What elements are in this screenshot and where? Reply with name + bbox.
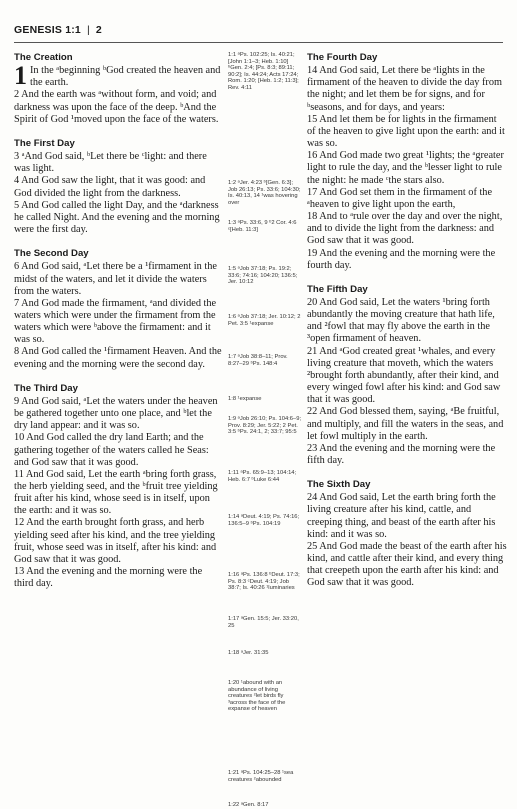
- verse-text: 7 And God made the firmament, ᵃand divided the waters which were under the firmament from the waters which were ᵇabove the firmament: and it was so.: [14, 297, 217, 346]
- verse: [307, 346, 507, 407]
- section-heading: The First Day: [14, 137, 75, 149]
- verse-text: 12 And the earth brought forth grass, and herb yielding seed after his kind, and the tree yielding fruit, whose seed was in itself, after his kind: and God saw that it was good.: [14, 517, 217, 565]
- cross-reference-note: 1:11 ᵃPs. 65:9–13; 104:14; Heb. 6:7 ᵇLuke 6:44: [228, 470, 297, 483]
- verse-text: 20 And God said, Let the waters ¹bring forth abundantly the moving creature that hath life, and ²fowl that may fly above the earth in the ³open firmament of heaven.: [307, 296, 495, 345]
- section-gap: [307, 272, 507, 284]
- verse-text: 23 And the evening and the morning were the fifth day.: [307, 442, 496, 466]
- verse-text: 22 And God blessed them, saying, ᵃBe fruitful, and multiply, and fill the waters in the seas, and let fowl multiply in the earth.: [307, 406, 504, 442]
- verse-text: 11 And God said, Let the earth ᵃbring forth grass, the herb yielding seed, and the ᵇfruit tree yielding fruit after his kind, whose seed is in itself, upon the earth: and it was so.: [14, 468, 218, 517]
- section-gap: [14, 126, 222, 138]
- verse-text: 21 And ᵃGod created great ¹whales, and every living creature that moveth, which the waters ²brought forth abundantly, after their kind, and every winged fowl after his kind: and God saw that it was good.: [307, 345, 501, 406]
- verse: [14, 61, 222, 91]
- verse-text: 15 And let them be for lights in the firmament of the heaven to give light upon the earth: and it was so.: [307, 113, 505, 150]
- verse-text: 8 And God called the ¹firmament Heaven. And the evening and the morning were the second day.: [14, 346, 222, 370]
- section-heading: The Third Day: [14, 382, 78, 394]
- cross-reference-note: 1:18 ᵃJer. 31:35: [228, 650, 269, 656]
- verse: [307, 492, 507, 541]
- verse-text: 18 And to ᵃrule over the day and over the night, and to divide the light from the darkness: and God saw that it was good.: [307, 211, 503, 247]
- cross-reference-note: 1:14 ᵃDeut. 4:19; Ps. 74:16; 136:5–9 ᵇPs. 104:19: [228, 514, 300, 527]
- drop-cap-verse-number: 1: [14, 61, 27, 91]
- cross-reference-note: 1:8 ¹expanse: [228, 396, 262, 402]
- section-heading: The Second Day: [14, 248, 89, 260]
- verse-text: 5 And God called the light Day, and the ᵃdarkness he called Night. And the evening and the morning were the first day.: [14, 199, 220, 236]
- cross-reference-note: 1:22 ᵃGen. 8:17: [228, 802, 269, 808]
- verse-text: 3 ᵃAnd God said, ᵇLet there be ᶜlight: and there was light.: [14, 151, 207, 175]
- section-gap: [14, 236, 222, 248]
- verse-text: 2 And the earth was ᵃwithout form, and void; and darkness was upon the face of the deep. ᵇAnd the Spirit of God ¹moved upon the face of the waters.: [14, 89, 219, 125]
- verse-text: 4 And God saw the light, that it was good: and God divided the light from the darkness.: [14, 175, 206, 199]
- verse: [14, 151, 222, 175]
- verse: [307, 297, 507, 346]
- cross-reference-note: 1:2 ᵃJer. 4:23 ᵇ[Gen. 6:3]; Job 26:13; Ps. 33:6; 104:30; Is. 40:13, 14 ¹was hovering over: [228, 180, 301, 206]
- verse-text: 10 And God called the dry land Earth; and the gathering together of the waters called he Seas: and God saw that it was good.: [14, 432, 209, 468]
- cross-reference-note: 1:5 ᵃJob 37:18; Ps. 19:2; 33:6; 74:16; 104:20; 136:5; Jer. 10:12: [228, 266, 298, 286]
- cross-reference-note: 1:16 ᵃPs. 136:8 ᵇDeut. 17:3; Ps. 8:3 ᶜDeut. 4:19; Job 38:7; Is. 40:26 ¹luminaries: [228, 572, 300, 592]
- verse: [14, 261, 222, 297]
- verse: [14, 200, 222, 236]
- page-number: 2: [95, 24, 102, 36]
- verse: [307, 211, 507, 247]
- cross-reference-note: 1:9 ᵃJob 26:10; Ps. 104:6–9; Prov. 8:29; Jer. 5:22; 2 Pet. 3:5 ᵇPs. 24:1, 2; 33:7; 95:5: [228, 416, 302, 436]
- section-heading: The Fifth Day: [307, 283, 368, 295]
- verse: [307, 65, 507, 114]
- verse: [14, 298, 222, 347]
- verse: [307, 443, 507, 467]
- cross-reference-note: 1:17 ᵃGen. 15:5; Jer. 33:20, 25: [228, 616, 299, 629]
- verse: [307, 114, 507, 150]
- cross-reference-note: 1:7 ᵃJob 38:8–11; Prov. 8:27–29 ᵇPs. 148:4: [228, 354, 288, 367]
- verse: [14, 396, 222, 432]
- verse-text: 13 And the evening and the morning were the third day.: [14, 566, 203, 590]
- verse-text: In the ᵃbeginning ᵇGod created the heaven and the earth.: [30, 65, 221, 89]
- book-reference: GENESIS 1:1: [14, 24, 81, 36]
- verse: [14, 175, 222, 199]
- verse-text: 6 And God said, ᵃLet there be a ¹firmament in the midst of the waters, and let it divide the waters from the waters.: [14, 261, 217, 297]
- verse: [14, 89, 222, 125]
- verse: [14, 566, 222, 590]
- cross-reference-note: 1:1 ᵃPs. 102:25; Is. 40:21; [John 1:1–3; Heb. 1:10] ᵇGen. 2:4; [Ps. 8:3; 89:11; 90:2]; Is. 44:24; Acts 17:24; Rom. 1:20; [Heb. 1:2; 11:3]; Rev. 4:11: [228, 52, 299, 91]
- verse-text: 24 And God said, Let the earth bring forth the living creature after his kind, cattle, and creeping thing, and beast of the earth after his kind: and it was so.: [307, 492, 496, 540]
- verse: [14, 517, 222, 566]
- verse-text: 17 And God set them in the firmament of the ᵃheaven to give light upon the earth,: [307, 186, 493, 210]
- section-gap: [14, 371, 222, 383]
- verse: [307, 406, 507, 442]
- right-text-column: [307, 52, 507, 590]
- header-separator: |: [86, 24, 90, 36]
- verse-text: 16 And God made two great ¹lights; the ᵃgreater light to rule the day, and the ᵇlesser light to rule the night: he made ᶜthe stars also.: [307, 150, 504, 186]
- verse-text: 19 And the evening and the morning were the fourth day.: [307, 247, 496, 271]
- verse-text: 14 And God said, Let there be ᵃlights in the firmament of the heaven to divide the day from the night; and let them be for signs, and for ᵇseasons, and for days, and years:: [307, 65, 503, 113]
- section-gap: [307, 467, 507, 479]
- verse: [14, 469, 222, 518]
- verse-text: 25 And God made the beast of the earth after his kind, and cattle after their kind, and every thing that creepeth upon the earth after his kind: and God saw that it was good.: [307, 540, 507, 589]
- cross-reference-note: 1:3 ᵃPs. 33:6, 9 ᵇ2 Cor. 4:6 ᶜ[Heb. 11:3]: [228, 220, 297, 233]
- cross-reference-note: 1:21 ᵃPs. 104:25–28 ¹sea creatures ²abounded: [228, 770, 294, 783]
- header-rule: [14, 42, 503, 43]
- left-text-column: [14, 52, 222, 590]
- section-heading: The Sixth Day: [307, 479, 371, 491]
- verse: [307, 541, 507, 590]
- verse: [307, 187, 507, 211]
- section-heading: The Creation: [14, 52, 73, 63]
- cross-reference-note: 1:20 ¹abound with an abundance of living creatures ²let birds fly ³across the face of the expanse of heaven: [228, 680, 286, 713]
- verse: [307, 150, 507, 186]
- running-header: [14, 24, 102, 36]
- verse-text: 9 And God said, ᵃLet the waters under the heaven be gathered together unto one place, and ᵇlet the dry land appear: and it was so.: [14, 395, 218, 432]
- cross-reference-note: 1:6 ᵃJob 37:18; Jer. 10:12; 2 Pet. 3:5 ¹expanse: [228, 314, 301, 327]
- verse: [307, 248, 507, 272]
- verse: [14, 432, 222, 468]
- verse: [14, 346, 222, 370]
- section-heading: The Fourth Day: [307, 52, 378, 63]
